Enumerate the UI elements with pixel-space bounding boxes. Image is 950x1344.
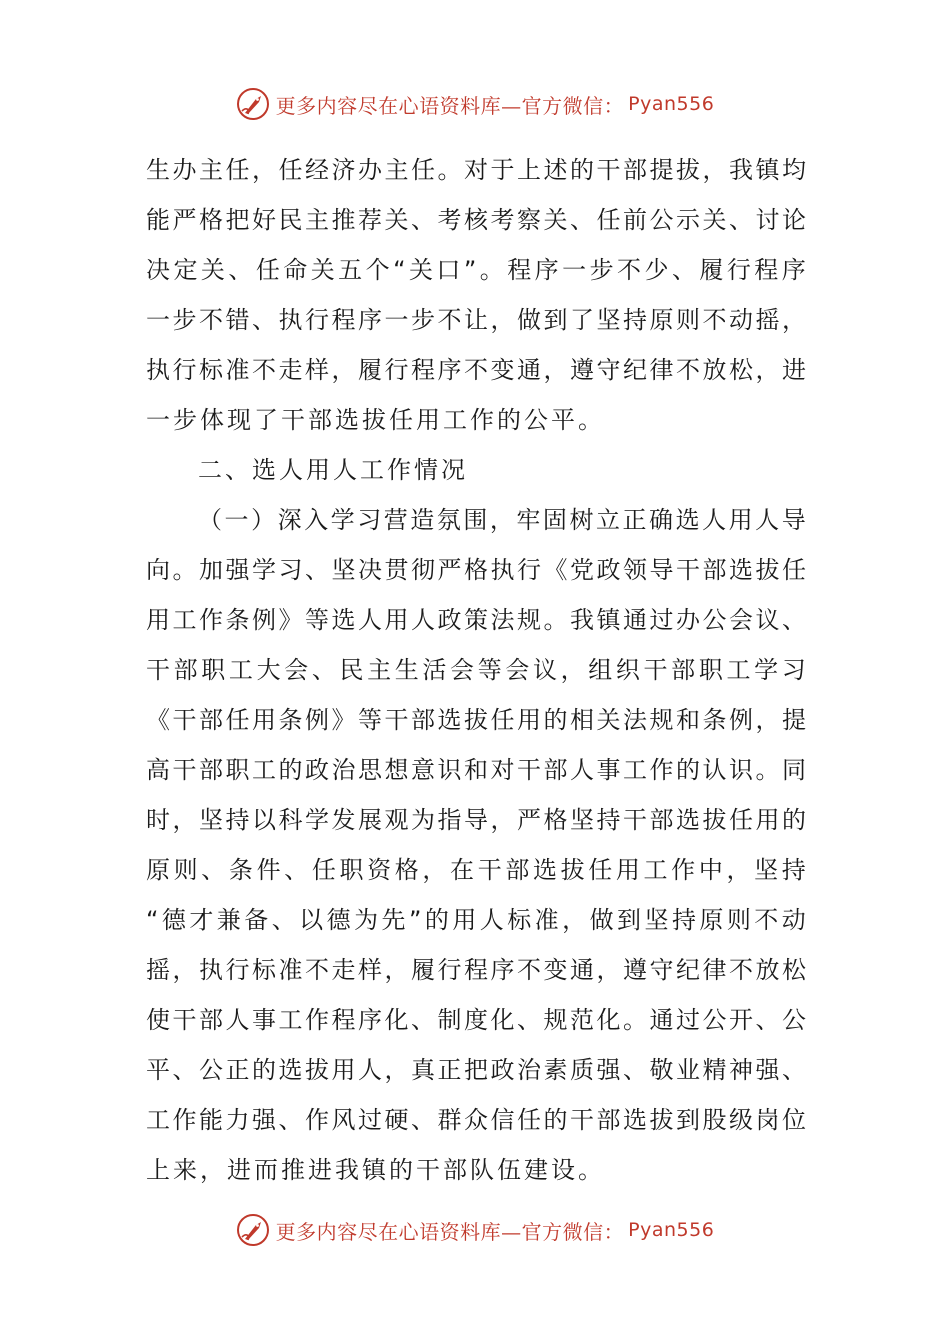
pen-nib-icon (236, 1213, 270, 1247)
text-line: 平 、 公 正 的 选 拔 用 人 ， 真 正 把 政 治 素 质 强 、 敬 业 精 神 强 、 (146, 1056, 806, 1084)
text-line: 使 干 部 人 事 工 作 程 序 化 、 制 度 化 、 规 范 化 。 通 过 公 开 、 公 (146, 1006, 806, 1034)
text-line: 《 干 部 任 用 条 例 》 等 干 部 选 拔 任 用 的 相 关 法 规 和 条 例 ， 提 (146, 706, 806, 734)
text-line: 向 。 加 强 学 习 、 坚 决 贯 彻 严 格 执 行 《 党 政 领 导 干 部 选 拔 任 (146, 556, 806, 584)
text-line: 原 则 、 条 件 、 任 职 资 格 ， 在 干 部 选 拔 任 用 工 作 中 ， 坚 持 (146, 856, 806, 884)
text-line: 能 严 格 把 好 民 主 推 荐 关 、 考 核 考 察 关 、 任 前 公 示 关 、 讨 论 (146, 206, 806, 234)
text-line: 干 部 职 工 大 会 、 民 主 生 活 会 等 会 议 ， 组 织 干 部 职 工 学 习 (146, 656, 806, 684)
footer-banner (0, 1208, 950, 1252)
banner-text: 更多内容尽在心语资料库—官方微信： (275, 93, 625, 118)
text-line: 时 ， 坚 持 以 科 学 发 展 观 为 指 导 ， 严 格 坚 持 干 部 选 拔 任 用 的 (146, 806, 806, 834)
text-line: 工 作 能 力 强 、 作 风 过 硬 、 群 众 信 任 的 干 部 选 拔 到 股 级 岗 位 (146, 1106, 806, 1134)
text-line: 上来，进而推进我镇的干部队伍建设。 (146, 1156, 605, 1184)
text-line: 一步体现了干部选拔任用工作的公平。 (146, 406, 605, 434)
text-line: 摇 ， 执 行 标 准 不 走 样 ， 履 行 程 序 不 变 通 ， 遵 守 纪 律 不 放 松 (146, 956, 806, 984)
banner-wechat-id: Pyan556 (628, 93, 715, 115)
banner-wechat-id: Pyan556 (628, 1219, 715, 1241)
text-line: 一 步 不 错 、 执 行 程 序 一 步 不 让 ， 做 到 了 坚 持 原 则 不 动 摇 ， (146, 306, 806, 334)
text-line: 用 工 作 条 例 》 等 选 人 用 人 政 策 法 规 。 我 镇 通 过 办 公 会 议 、 (146, 606, 806, 634)
pen-nib-icon (236, 87, 270, 121)
text-line: 决 定 关 、 任 命 关 五 个 “ 关 口 ” 。 程 序 一 步 不 少 、 履 行 程 序 (146, 256, 806, 284)
section-heading: 二、选人用人工作情况 (198, 456, 468, 484)
banner-text: 更多内容尽在心语资料库—官方微信： (275, 1219, 625, 1244)
text-line: （ 一 ） 深 入 学 习 营 造 氛 围 ， 牢 固 树 立 正 确 选 人 用 人 导 (198, 506, 806, 534)
text-line: 执 行 标 准 不 走 样 ， 履 行 程 序 不 变 通 ， 遵 守 纪 律 不 放 松 ， 进 (146, 356, 806, 384)
header-banner (0, 82, 950, 126)
text-line: 高 干 部 职 工 的 政 治 思 想 意 识 和 对 干 部 人 事 工 作 的 认 识 。 同 (146, 756, 806, 784)
text-line: 生 办 主 任 ， 任 经 济 办 主 任 。 对 于 上 述 的 干 部 提 拔 ， 我 镇 均 (146, 156, 806, 184)
text-line: “ 德 才 兼 备 、 以 德 为 先 ” 的 用 人 标 准 ， 做 到 坚 持 原 则 不 动 (146, 906, 806, 934)
document-body (146, 145, 806, 1195)
